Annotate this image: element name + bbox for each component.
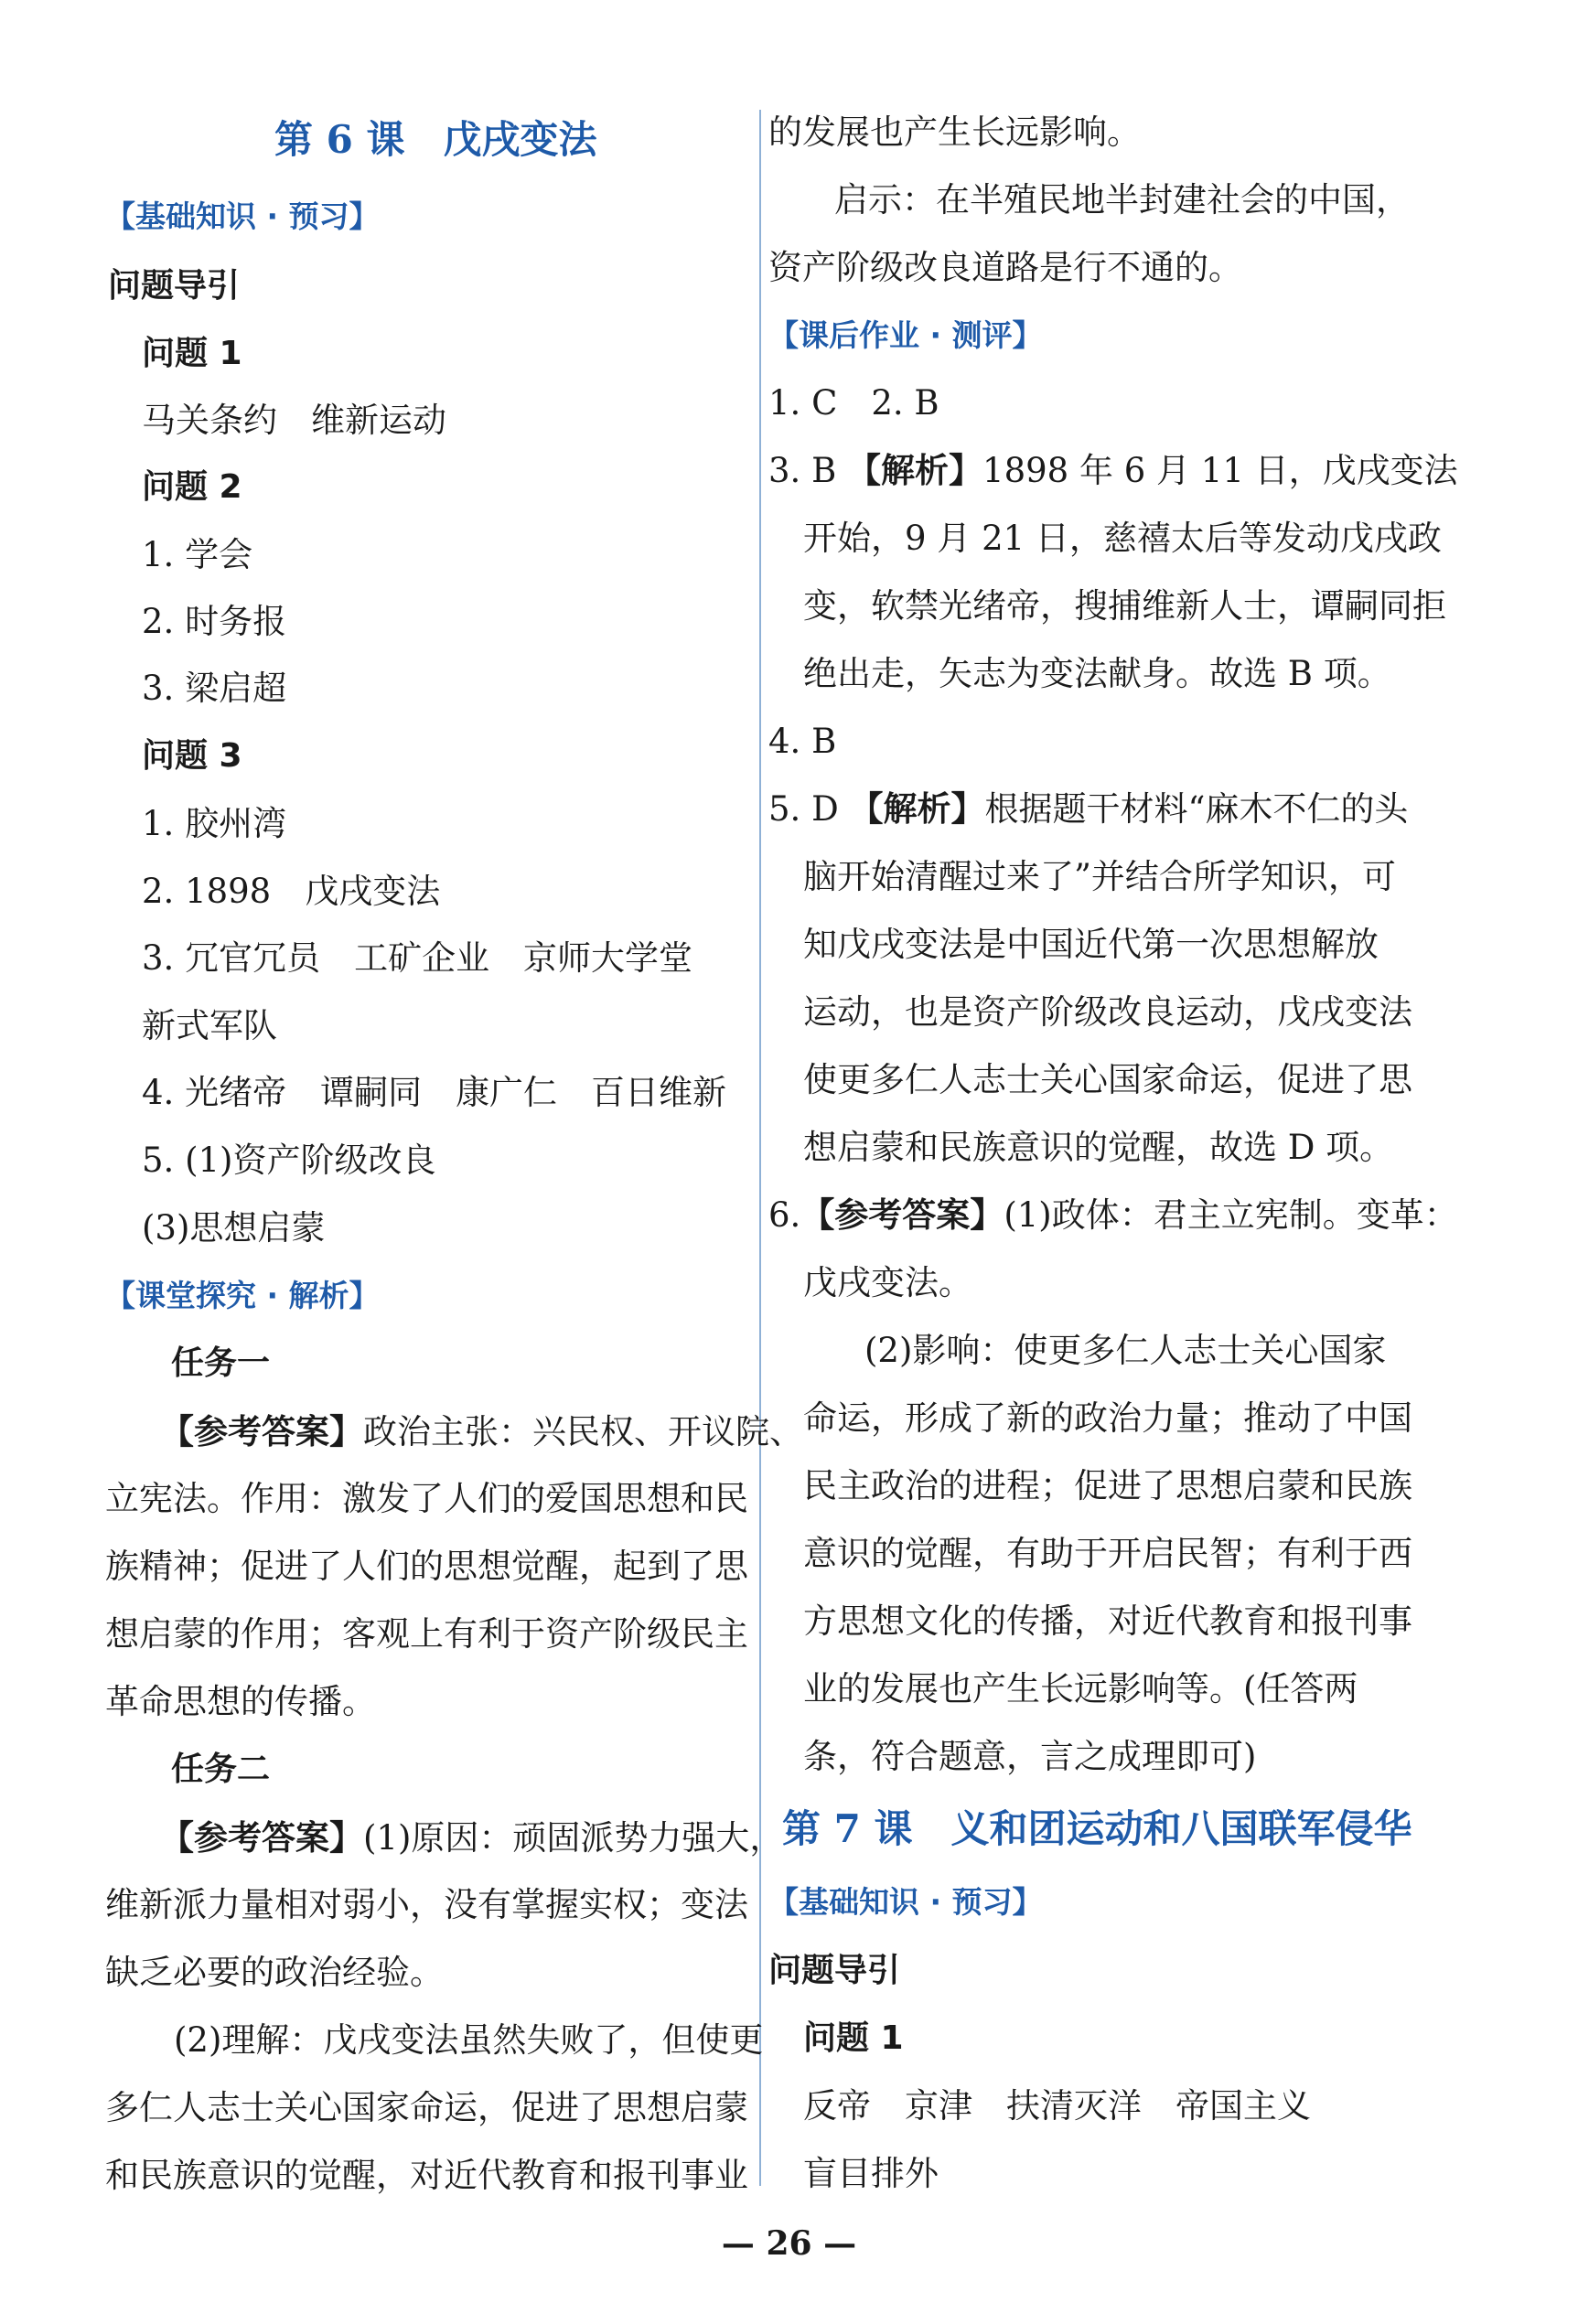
question-3-item-5-cont: (3)思想启蒙 — [142, 1208, 326, 1248]
question-2-item-1: 1. 学会 — [142, 535, 253, 574]
answer-5-line-5: 使更多仁人志士关心国家命运，促进了思 — [803, 1060, 1412, 1099]
answer-5-line-1 — [768, 787, 1408, 832]
lesson-7-question-1-heading: 问题 1 — [803, 2019, 904, 2057]
task-1-line-3: 族精神；促进了人们的思想觉醒，起到了思 — [105, 1547, 748, 1586]
task-2-line-5: 多仁人志士关心国家命运，促进了思想启蒙 — [105, 2088, 748, 2127]
answer-6-number: 6. — [768, 1195, 801, 1235]
insight-line-1: 启示：在半殖民地半封建社会的中国， — [834, 180, 1410, 220]
task-1-heading: 任务一 — [171, 1344, 271, 1382]
question-1-answer: 马关条约 维新运动 — [142, 401, 446, 440]
task-2-line-2: 维新派力量相对弱小，没有掌握实权；变法 — [105, 1885, 748, 1924]
task-1-line-5: 革命思想的传播。 — [105, 1682, 376, 1721]
answer-6-text-1: (1)政体：君主立宪制。变革： — [1004, 1195, 1458, 1235]
answer-3-label: 【解析】 — [847, 451, 983, 490]
task-1-answer-label: 【参考答案】 — [160, 1411, 363, 1451]
question-3-heading: 问题 3 — [142, 737, 242, 775]
answer-5-line-2: 脑开始清醒过来了”并结合所学知识，可 — [803, 857, 1396, 896]
question-3-item-3: 3. 冗官冗员 工矿企业 京师大学堂 — [142, 938, 693, 978]
section-class-inquiry: 【课堂探究 · 解析】 — [105, 1278, 380, 1313]
answer-5-line-4: 运动，也是资产阶级改良运动，戊戌变法 — [803, 992, 1412, 1032]
task-2-text-1: (1)原因：顽固派势力强大， — [363, 1818, 784, 1858]
answer-6-line-6: 意识的觉醒，有助于开启民智；有利于西 — [803, 1534, 1412, 1573]
task-1-line-1 — [160, 1408, 803, 1455]
lesson-7-question-1-answer: 反帝 京津 扶清灭洋 帝国主义 — [803, 2086, 1311, 2126]
column-divider — [759, 110, 761, 2186]
question-3-item-3-cont: 新式军队 — [142, 1006, 277, 1045]
answer-3-line-2: 开始，9 月 21 日，慈禧太后等发动戊戌政 — [803, 519, 1442, 558]
question-guide-heading-7: 问题导引 — [768, 1952, 901, 1989]
answer-3-line-4: 绝出走，矢志为变法献身。故选 B 项。 — [803, 654, 1391, 693]
task-2-heading: 任务二 — [171, 1751, 271, 1788]
task-1-line-4: 想启蒙的作用；客观上有利于资产阶级民主 — [105, 1614, 748, 1654]
question-guide-heading: 问题导引 — [108, 267, 241, 305]
answer-5-line-6: 想启蒙和民族意识的觉醒，故选 D 项。 — [803, 1128, 1394, 1167]
question-3-item-1: 1. 胶州湾 — [142, 804, 287, 843]
answer-6-line-7: 方思想文化的传播，对近代教育和报刊事 — [803, 1601, 1412, 1641]
insight-line-2: 资产阶级改良道路是行不通的。 — [768, 248, 1242, 287]
answer-5-label: 【解析】 — [849, 789, 985, 829]
question-2-heading: 问题 2 — [142, 468, 242, 506]
answer-3-number: 3. B — [768, 451, 837, 490]
answer-6-line-3: (2)影响：使更多仁人志士关心国家 — [864, 1331, 1387, 1370]
question-3-item-5: 5. (1)资产阶级改良 — [142, 1141, 436, 1180]
answers-1-2: 1. C 2. B — [768, 383, 939, 423]
task-2-line-6: 和民族意识的觉醒，对近代教育和报刊事业 — [105, 2156, 748, 2195]
answer-6-line-9: 条，符合题意，言之成理即可) — [803, 1737, 1257, 1776]
question-3-item-2: 2. 1898 戊戌变法 — [142, 872, 441, 911]
answer-6-line-2: 戊戌变法。 — [803, 1263, 972, 1302]
answer-3-text-1: 1898 年 6 月 11 日，戊戌变法 — [982, 451, 1458, 490]
section-homework: 【课后作业 · 测评】 — [768, 317, 1043, 353]
continuation-line: 的发展也产生长远影响。 — [768, 112, 1141, 152]
question-3-item-4: 4. 光绪帝 谭嗣同 康广仁 百日维新 — [142, 1073, 727, 1112]
page-number: — 26 — — [721, 2224, 857, 2263]
answer-6-line-8: 业的发展也产生长远影响等。(任答两 — [803, 1669, 1358, 1708]
lesson-7-title: 第 7 课 义和团运动和八国联军侵华 — [782, 1806, 1412, 1851]
answer-3-line-3: 变，软禁光绪帝，搜捕维新人士，谭嗣同拒 — [803, 586, 1446, 626]
answer-6-line-5: 民主政治的进程；促进了思想启蒙和民族 — [803, 1466, 1412, 1505]
answer-6-line-4: 命运，形成了新的政治力量；推动了中国 — [803, 1398, 1412, 1438]
answer-4: 4. B — [768, 722, 837, 761]
answer-5-number: 5. D — [768, 789, 839, 829]
task-2-line-1 — [160, 1815, 783, 1861]
answer-6-label: 【参考答案】 — [800, 1195, 1004, 1235]
task-1-line-2: 立宪法。作用：激发了人们的爱国思想和民 — [105, 1479, 748, 1518]
task-2-line-4: (2)理解：戊戌变法虽然失败了，但使更 — [174, 2020, 764, 2060]
answer-3-line-1 — [768, 448, 1458, 494]
task-2-answer-label: 【参考答案】 — [160, 1817, 363, 1858]
task-2-line-3: 缺乏必要的政治经验。 — [105, 1953, 444, 1992]
answer-6-line-1 — [768, 1193, 1458, 1238]
task-1-text-1: 政治主张：兴民权、开议院、 — [363, 1412, 803, 1451]
lesson-6-title: 第 6 课 戊戌变法 — [274, 117, 597, 162]
question-1-heading: 问题 1 — [142, 335, 242, 372]
section-basic-knowledge-7: 【基础知识 · 预习】 — [768, 1884, 1043, 1920]
question-2-item-2: 2. 时务报 — [142, 602, 287, 641]
question-2-item-3: 3. 梁启超 — [142, 669, 287, 708]
answer-5-line-3: 知戊戌变法是中国近代第一次思想解放 — [803, 925, 1379, 964]
lesson-7-question-1-answer-cont: 盲目排外 — [803, 2154, 939, 2193]
section-basic-knowledge: 【基础知识 · 预习】 — [105, 198, 380, 234]
answer-5-text-1: 根据题干材料“麻木不仁的头 — [984, 789, 1409, 829]
